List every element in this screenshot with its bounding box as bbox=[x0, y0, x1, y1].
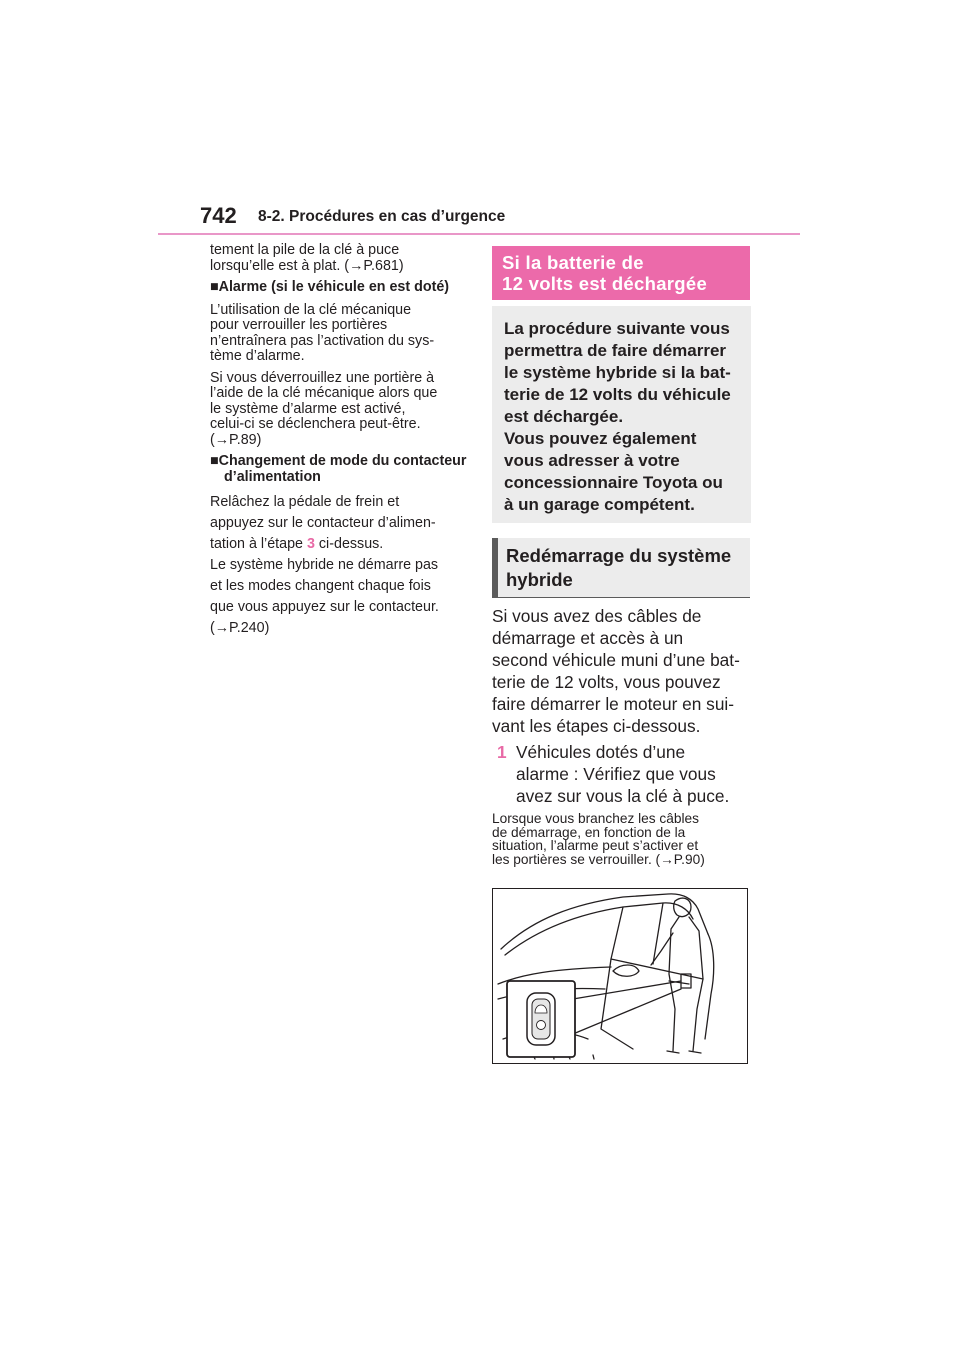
alarm-heading: ■Alarme (si le véhicule en est doté) bbox=[210, 279, 450, 295]
step-reference: 3 bbox=[306, 536, 315, 552]
summary-box: La procédure suivante vous permettra de faire démarrer le système hybride si la bat- terie de 12 volts du véhicule est déchargée. Vous pouvez également vous adresser à votre concessionnaire Toyota ou à un garage compétent. bbox=[492, 306, 751, 523]
car-door-illustration bbox=[492, 888, 748, 1064]
page-number: 742 bbox=[200, 203, 237, 228]
left-column bbox=[210, 243, 468, 639]
header-rule bbox=[158, 233, 800, 235]
mode-heading: ■Changement de mode du contacteur d’alimentation bbox=[210, 453, 467, 485]
note-text: Lorsque vous branchez les câbles de démarrage, en fonction de la situation, l’alarme peut s’activer et les portières se verrouiller. (→P.90) bbox=[492, 811, 705, 867]
body-text bbox=[492, 605, 754, 807]
door-front-edge bbox=[601, 959, 633, 1049]
car-roof-line bbox=[501, 894, 708, 949]
subsection-heading: Redémarrage du système hybride bbox=[492, 538, 750, 598]
side-mirror bbox=[613, 965, 639, 976]
mode-paragraph-2: Le système hybride ne démarre pas et les modes changent chaque fois que vous appuyez sur le contacteur. (→P.240) bbox=[210, 557, 439, 636]
car-door-drawing bbox=[493, 889, 746, 1062]
step-number: 1 bbox=[497, 742, 507, 762]
car-roof-inner bbox=[505, 903, 693, 955]
alarm-paragraph-2: Si vous déverrouillez une portière à l’aide de la clé mécanique alors que le système d’alarme est activé, celui-ci se déclenchera peut-être. (→P.89) bbox=[210, 369, 438, 448]
smart-key-icon bbox=[527, 993, 555, 1045]
intro-paragraph: tement la pile de la clé à puce lorsqu’elle est à plat. (→P.681) bbox=[210, 242, 404, 274]
section-title: 8-2. Procédures en cas d’urgence bbox=[258, 208, 506, 225]
person-feet bbox=[667, 1051, 701, 1053]
step-1: 1 Véhicules dotés d’une alarme : Vérifiez que vous avez sur vous la clé à puce. bbox=[497, 742, 730, 806]
alarm-paragraph-1: L’utilisation de la clé mécanique pour verrouiller les portières n’entraînera pas l’activation du sys- tème d’alarme. bbox=[210, 301, 435, 364]
body-paragraph: Si vous avez des câbles de démarrage et accès à un second véhicule muni d’une bat- terie de 12 volts, vous pouvez faire démarrer le moteur en sui- vant les étapes ci-dessous. bbox=[492, 606, 740, 736]
mode-paragraph-1: Relâchez la pédale de frein et appuyez sur le contacteur d’alimen- tation à l’étape 3 ci-dessus. bbox=[210, 494, 436, 552]
car-rear bbox=[705, 934, 714, 1039]
section-title-box: Si la batterie de 12 volts est déchargée bbox=[492, 246, 750, 300]
